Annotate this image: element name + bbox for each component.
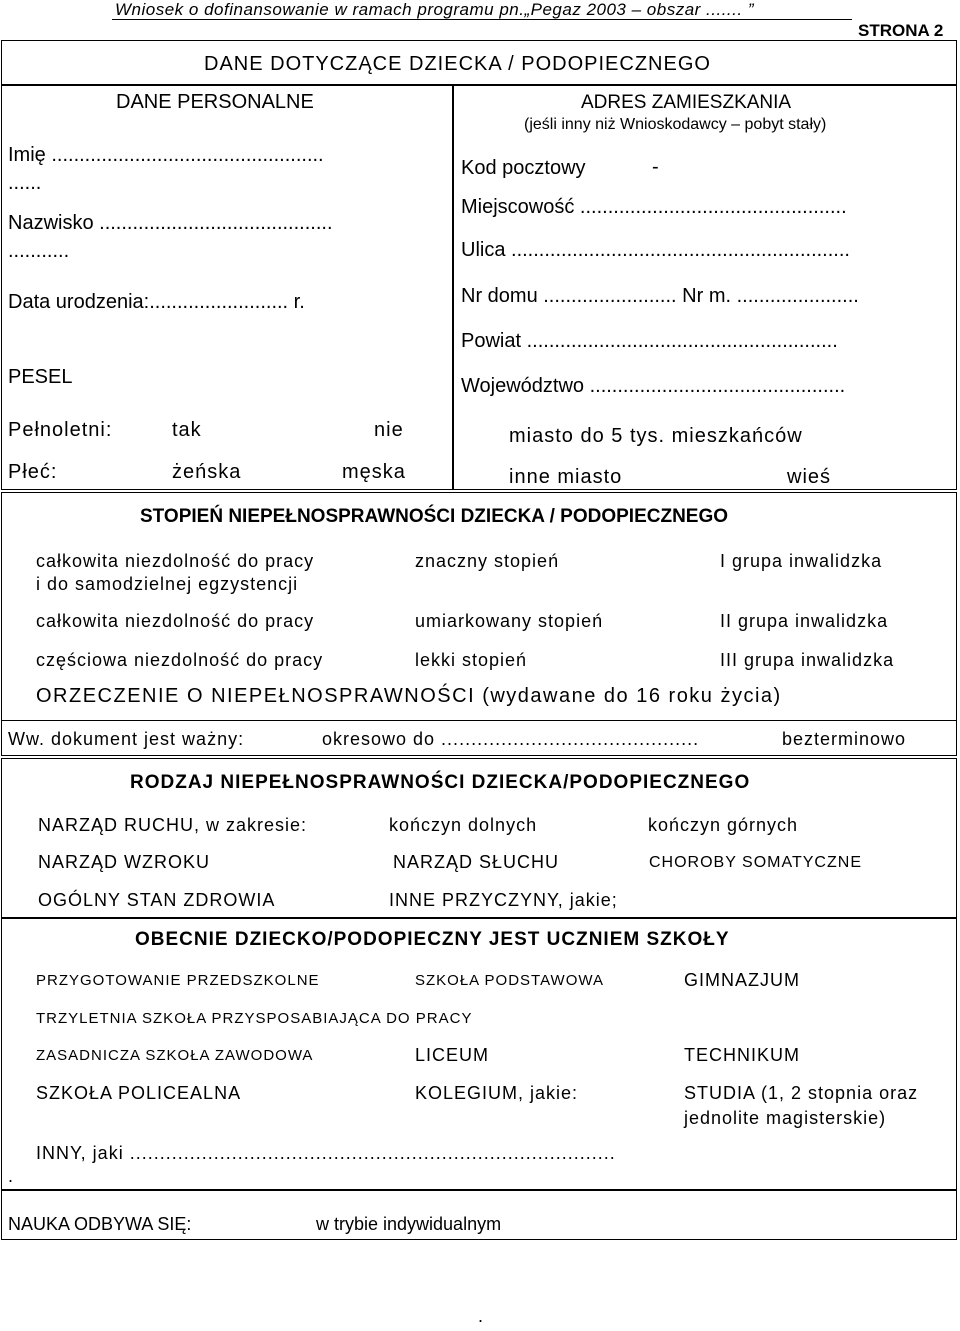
vocational-school-option[interactable]: ZASADNICZA SZKOŁA ZAWODOWA (36, 1047, 314, 1064)
first-name-field-cont: ...... (8, 172, 42, 194)
page-end-dot: . (478, 1306, 484, 1326)
motor-organ-label: NARZĄD RUCHU, w zakresie: (38, 815, 308, 835)
postal-code-field[interactable]: Kod pocztowy (461, 157, 586, 179)
personal-data-title: DANE PERSONALNE (116, 91, 314, 113)
studies-option-line2: jednolite magisterskie) (684, 1108, 887, 1128)
last-name-field[interactable]: Nazwisko .......................................... (8, 212, 333, 234)
degree-row1-col2[interactable]: znaczny stopień (415, 551, 560, 571)
preschool-option[interactable]: PRZYGOTOWANIE PRZEDSZKOLNE (36, 972, 320, 989)
degree-row1-col1[interactable]: całkowita niezdolność do pracy (36, 551, 315, 571)
degree-row3-col3[interactable]: III grupa inwalidzka (720, 650, 895, 670)
disability-type-title: RODZAJ NIEPEŁNOSPRAWNOŚCI DZIECKA/PODOPIECZNEGO (130, 772, 751, 793)
other-school-field[interactable]: INNY, jaki ................................................................................. (36, 1143, 616, 1163)
general-health-option[interactable]: OGÓLNY STAN ZDROWIA (38, 890, 276, 910)
lower-limbs-option[interactable]: kończyn dolnych (389, 815, 538, 835)
postal-code-dash: - (652, 156, 659, 178)
address-title: ADRES ZAMIESZKANIA (581, 92, 792, 113)
town-other-option[interactable]: inne miasto (509, 466, 623, 488)
voivodeship-field[interactable]: Województwo .............................................. (461, 375, 846, 397)
hearing-option[interactable]: NARZĄD SŁUCHU (393, 852, 560, 872)
birth-date-field[interactable]: Data urodzenia:......................... r. (8, 291, 305, 313)
village-option[interactable]: wieś (787, 466, 832, 488)
validity-indefinite-option[interactable]: bezterminowo (782, 729, 907, 749)
first-name-field[interactable]: Imię ................................................. (8, 144, 324, 166)
individual-mode-option[interactable]: w trybie indywidualnym (316, 1214, 502, 1234)
lyceum-option[interactable]: LICEUM (415, 1045, 490, 1065)
house-number-field[interactable]: Nr domu ........................ Nr m. ...................... (461, 285, 859, 307)
vocational-prep-option[interactable]: TRZYLETNIA SZKOŁA PRZYSPOSABIAJĄCA DO PRACY (36, 1010, 473, 1027)
sex-female-option[interactable]: żeńska (172, 461, 242, 483)
upper-limbs-option[interactable]: kończyn górnych (648, 815, 799, 835)
school-dot: . (8, 1166, 14, 1186)
page-number: STRONA 2 (858, 21, 944, 40)
post-secondary-option[interactable]: SZKOŁA POLICEALNA (36, 1083, 242, 1103)
technikum-option[interactable]: TECHNIKUM (684, 1045, 800, 1065)
validity-until-field[interactable]: okresowo do ........................................... (322, 729, 700, 749)
street-field[interactable]: Ulica ............................................................. (461, 239, 850, 261)
school-title: OBECNIE DZIECKO/PODOPIECZNY JEST UCZNIEM SZKOŁY (135, 929, 730, 950)
certificate-option[interactable]: ORZECZENIE O NIEPEŁNOSPRAWNOŚCI (wydawane do 16 roku życia) (36, 685, 782, 707)
degree-row1-col3[interactable]: I grupa inwalidzka (720, 551, 883, 571)
header-underline (112, 19, 852, 20)
town-small-option[interactable]: miasto do 5 tys. mieszkańców (509, 425, 803, 447)
adult-no-option[interactable]: nie (374, 419, 404, 441)
studies-option[interactable]: STUDIA (1, 2 stopnia oraz (684, 1083, 919, 1103)
document-header-title: Wniosek o dofinansowanie w ramach programu pn.„Pegaz 2003 – obszar ....... ” (115, 0, 754, 19)
college-option[interactable]: KOLEGIUM, jakie: (415, 1083, 579, 1103)
validity-divider (1, 720, 957, 721)
degree-row3-col2[interactable]: lekki stopień (415, 650, 528, 670)
learning-mode-label: NAUKA ODBYWA SIĘ: (8, 1214, 192, 1234)
city-field[interactable]: Miejscowość ................................................ (461, 196, 847, 218)
primary-school-option[interactable]: SZKOŁA PODSTAWOWA (415, 972, 604, 989)
validity-label: Ww. dokument jest ważny: (8, 729, 245, 749)
degree-row2-col3[interactable]: II grupa inwalidzka (720, 611, 889, 631)
degree-row1-col1-line2: i do samodzielnej egzystencji (36, 574, 299, 594)
sex-label: Płeć: (8, 461, 58, 483)
disability-degree-title: STOPIEŃ NIEPEŁNOSPRAWNOŚCI DZIECKA / PODOPIECZNEGO (140, 506, 729, 527)
somatic-diseases-option[interactable]: CHOROBY SOMATYCZNE (649, 854, 862, 871)
degree-row2-col2[interactable]: umiarkowany stopień (415, 611, 604, 631)
child-section-title: DANE DOTYCZĄCE DZIECKA / PODOPIECZNEGO (204, 53, 711, 75)
degree-row3-col1[interactable]: częściowa niezdolność do pracy (36, 650, 324, 670)
degree-row2-col1[interactable]: całkowita niezdolność do pracy (36, 611, 315, 631)
adult-yes-option[interactable]: tak (172, 419, 202, 441)
gymnasium-option[interactable]: GIMNAZJUM (684, 970, 800, 990)
other-causes-option[interactable]: INNE PRZYCZYNY, jakie; (389, 890, 618, 910)
adult-label: Pełnoletni: (8, 419, 113, 441)
sight-option[interactable]: NARZĄD WZROKU (38, 852, 210, 872)
pesel-label: PESEL (8, 366, 73, 388)
last-name-field-cont: ........... (8, 240, 70, 262)
address-subtitle: (jeśli inny niż Wnioskodawcy – pobyt stały) (524, 116, 827, 133)
county-field[interactable]: Powiat ........................................................ (461, 330, 838, 352)
sex-male-option[interactable]: męska (342, 461, 406, 483)
